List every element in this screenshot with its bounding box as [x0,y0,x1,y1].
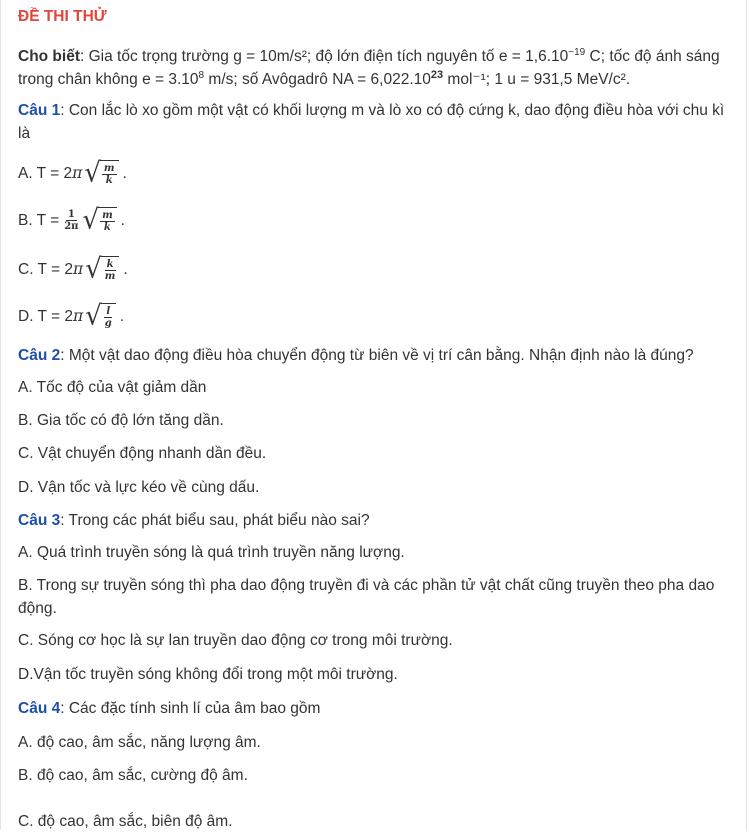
question-3-option-d: D.Vận tốc truyền sóng không đổi trong một môi trường. [18,666,398,683]
option-d-prefix: D. T = 2 [18,307,73,325]
given-text-4: mol⁻¹; 1 u = 931,5 MeV/c². [443,71,631,88]
given-constants [18,45,730,91]
frac-denominator: k [103,222,111,233]
frac-numerator: m [102,210,113,221]
given-exp-3: 23 [430,68,444,81]
given-text-2: C; tốc độ ánh sáng trong chân không e = 3.10 [18,48,720,88]
question-1-option-a [18,157,730,189]
sqrt-symbol: √ $\frac{m}{k}$ [84,160,118,186]
question-4-option-a: A. độ cao, âm sắc, năng lượng âm. [18,734,261,751]
given-label: Cho biết [18,48,80,65]
question-2 [18,344,730,367]
coefficient-fraction [62,209,80,232]
question-2-option-b: B. Gia tốc có độ lớn tăng dần. [18,412,224,429]
period: . [120,211,125,229]
question-4-option-c: C. độ cao, âm sắc, biên độ âm. [18,813,233,830]
question-3-option-b: B. Trong sự truyền sóng thì pha dao động truyền đi và các phần tử vật chất cũng truyền theo pha dao động. [18,577,715,617]
question-3-label: Câu 3 [18,512,61,529]
question-1-option-d [18,300,730,332]
formula-d [18,300,125,332]
question-1-label: Câu 1 [18,102,61,119]
question-2-label: Câu 2 [18,347,61,364]
option-c-prefix: C. T = 2 [18,260,73,278]
coef-denominator: 2π [64,220,79,232]
frac-numerator: l [106,306,111,317]
question-1-text: : Con lắc lò xo gồm một vật có khối lượng m và lò xo có độ cứng k, dao động điều hòa với chu kì là [18,102,725,142]
frac-denominator: k [105,175,113,186]
exam-title: ĐỀ THI THỬ [18,8,107,25]
question-4-text: : Các đặc tính sinh lí của âm bao gồm [60,700,321,717]
question-1-option-b [18,204,730,236]
pi-symbol: π [73,259,84,278]
given-text-1: : Gia tốc trọng trường g = 10m/s²; độ lớn điện tích nguyên tố e = 1,6.10 [80,48,569,65]
sqrt-symbol: √ $\frac{l}{g}$ [85,303,116,329]
question-4 [18,697,730,720]
formula-b [18,204,125,236]
given-text-3: m/s; số Avôgadrô NA = 6,022.10 [204,71,431,88]
question-4-option-b: B. độ cao, âm sắc, cường độ âm. [18,767,248,784]
formula-c [18,253,128,285]
question-1 [18,99,730,145]
option-b-prefix: B. T = [18,211,60,229]
given-exp-1: −19 [568,46,586,58]
question-3 [18,509,730,532]
period: . [119,307,125,325]
period: . [122,164,127,182]
frac-denominator: g [104,318,112,329]
sqrt-symbol: √ $\frac{k}{m}$ [85,256,119,282]
frac-numerator: k [106,259,114,270]
frac-numerator: m [103,163,115,174]
period: . [123,260,128,278]
pi-symbol: π [72,163,83,182]
frac-denominator: m [104,271,116,282]
question-2-text: : Một vật dao động điều hòa chuyển động từ biên về vị trí cân bằng. Nhận định nào là đúng? [60,347,694,364]
question-2-option-d: D. Vận tốc và lực kéo về cùng dấu. [18,479,260,496]
pi-symbol: π [73,306,84,325]
question-2-option-a: A. Tốc độ của vật giảm dần [18,379,207,396]
given-exp-2: 8 [198,69,205,81]
formula-a [18,157,127,189]
question-1-option-c [18,253,730,285]
question-3-option-c: C. Sóng cơ học là sự lan truyền dao động cơ trong môi trường. [18,632,453,649]
sqrt-symbol: √ $\frac{m}{k}$ [83,207,117,233]
option-a-prefix: A. T = 2 [18,164,73,182]
question-4-label: Câu 4 [18,700,61,717]
question-3-option-a: A. Quá trình truyền sóng là quá trình truyền năng lượng. [18,544,405,561]
question-2-option-c: C. Vật chuyển động nhanh dần đều. [18,445,267,462]
coef-numerator: 1 [67,208,75,220]
question-3-text: : Trong các phát biểu sau, phát biểu nào sai? [60,512,370,529]
